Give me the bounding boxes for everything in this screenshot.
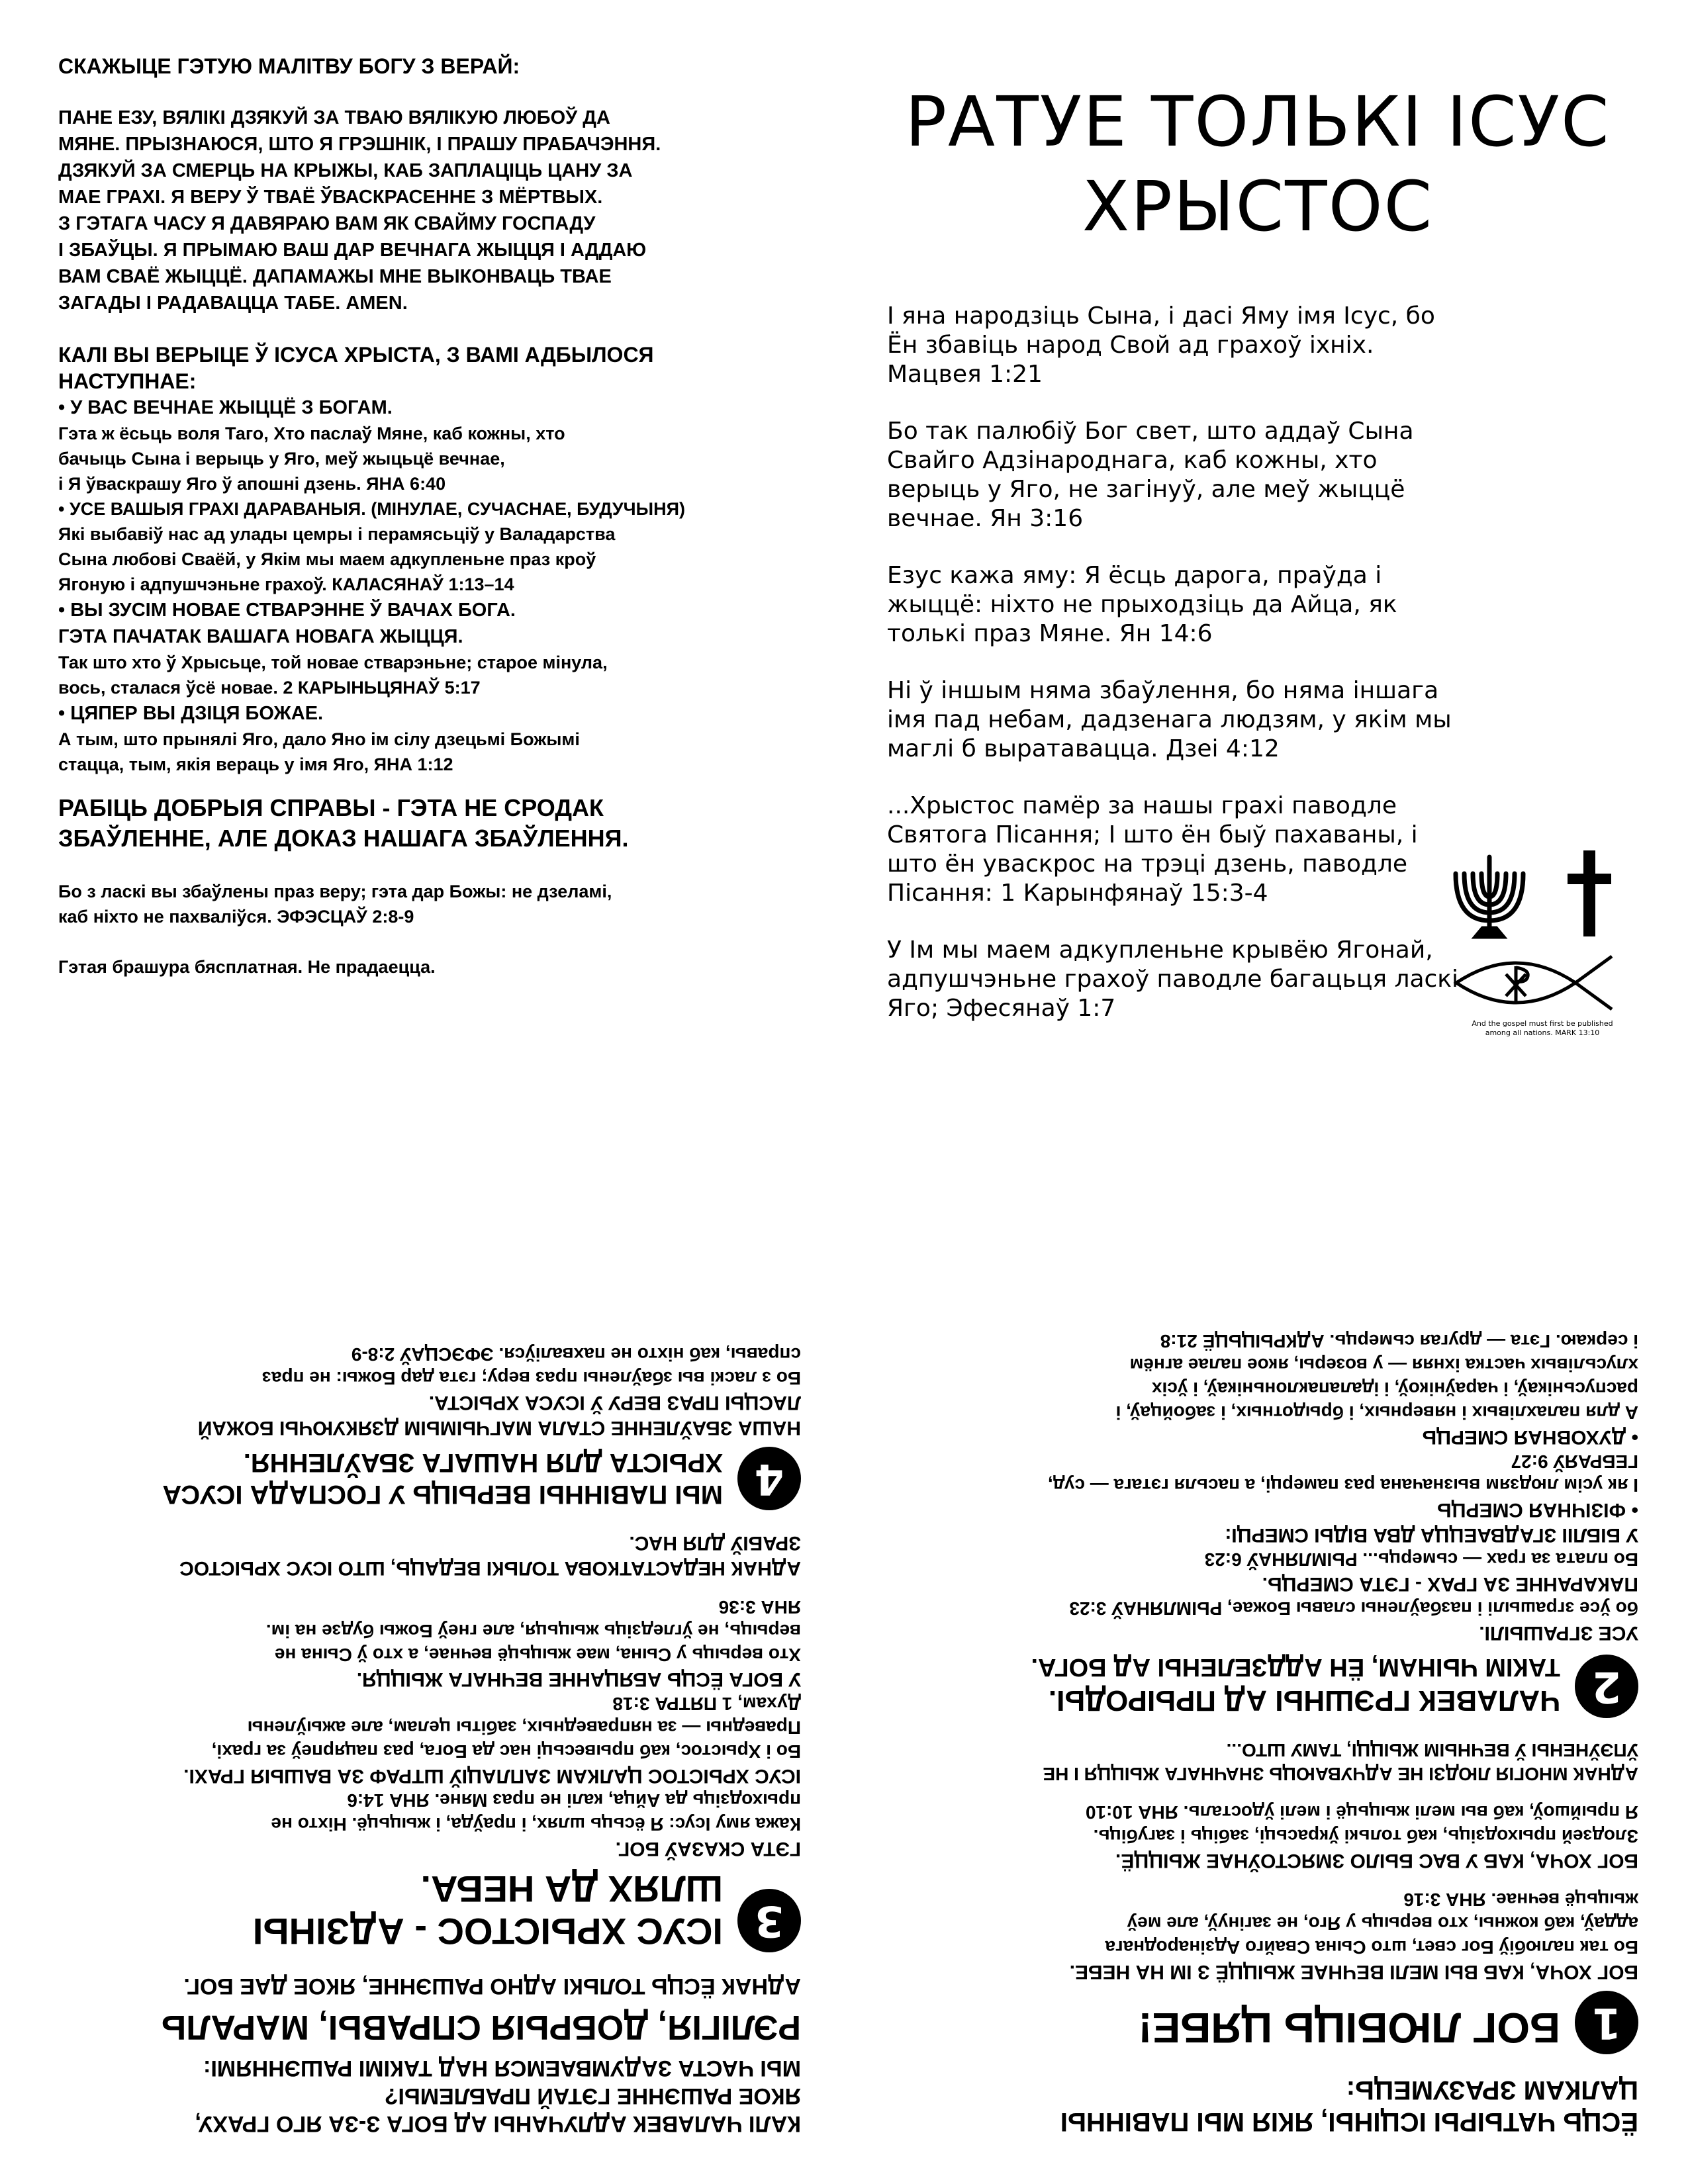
believe-line: стацца, тым, якія вераць у імя Яго, ЯНА 1:12 (58, 754, 453, 774)
prayer-line: МЯНЕ. ПРЫЗНАЮСЯ, ШТО Я ГРЭШНІК, І ПРАШУ ПРАБАЧЭННЯ. (58, 134, 661, 155)
section-line: АДНАК НЕДАСТАТКОВА ТОЛЬКІ ВЕДАЦЬ, ШТО ІСУС ХРЫСТОС (179, 1557, 801, 1579)
section-title: ХРЫСТА ДЛЯ НАШАГА ЗБАЎЛЕННЯ. (243, 1448, 723, 1477)
solution-panel (53, 1145, 801, 2138)
believe-line: • ВЫ ЗУСІМ НОВАЕ СТВАРЭННЕ Ў ВАЧАХ БОГА. (58, 600, 516, 621)
section-line: аддаў, каб кожны, хто верыць у Яго, не загінуў, але меў (1127, 1913, 1638, 1934)
believe-heading: КАЛІ ВЫ ВЕРЫЦЕ Ў ІСУСА ХРЫСТА, З ВАМІ АДБЫЛОСЯ (58, 343, 654, 367)
section-title: ЧАЛАВЕК ГРЭШНЫ АД ПРЫРОДЫ. (1048, 1684, 1560, 1717)
verse: І яна народзіць Сына, і дасі Яму імя Ісус, бо Ён збавіць народ Свой ад грахоў іхніх. Мацвея 1:21 (887, 302, 1435, 388)
section-number: 4 (737, 1447, 801, 1510)
believe-line: вось, сталася ўсё новае. 2 КАРЫНЬЦЯНАЎ 5:17 (58, 678, 481, 698)
section-line: НАША ЗБАЎЛЕННЕ СТАЛА МАГЧЫМЫМ ДЗЯКУЮЧЫ БОЖАЙ (197, 1417, 801, 1439)
believe-line: • УСЕ ВАШЫЯ ГРАХІ ДАРАВАНЫЯ. (МІНУЛАЕ, СУЧАСНАЕ, БУДУЧЫНЯ) (58, 499, 685, 519)
section-number: 1 (1575, 1991, 1638, 2054)
section-line: бо ўсе зграшылі і пазбаўлены славы Божае, РЫМЛЯНАЎ 3:23 (1069, 1598, 1638, 1619)
section-line: Бо плата за грах — сьмерць... РЫМЛЯНАЎ 6:23 (1204, 1549, 1638, 1570)
believe-line: Сына любові Сваёй, у Якім мы маем адкупленьне праз кроў (58, 549, 596, 569)
section-title: БОГ ЛЮБІЦЬ ЦЯБЕ! (1138, 2004, 1560, 2052)
verse: Езус кажа яму: Я ёсць дарога, праўда і жыццё: ніхто не прыходзіць да Айца, як толькі праз Мяне. Ян 14:6 (887, 562, 1397, 647)
section-line: ІСУС ХРЫСТОС ЦАЛКАМ ЗАПЛАЦІЎ ШТРАФ ЗА ВАШЫЯ ГРАХІ. (183, 1765, 801, 1787)
truths-panel (890, 1145, 1638, 2138)
mark-caption (1443, 1019, 1642, 1038)
works-heading: ЗБАЎЛЕННЕ, АЛЕ ДОКАЗ НАШАГА ЗБАЎЛЕННЯ. (58, 825, 629, 852)
section-number: 3 (737, 1889, 801, 1952)
cover-title: ХРЫСТОС (1082, 166, 1434, 247)
section-title: МЫ ПАВІННЫ ВЕРЫЦЬ У ГОСПАДА ІСУСА (162, 1480, 723, 1509)
section-line: распусьнікаў, і чараўнікоў, і ідалапаклоньнікаў, і ўсіх (1151, 1379, 1638, 1399)
grace-verse: каб ніхто не пахваліўся. ЭФЭСЦАЎ 2:8-9 (58, 907, 414, 927)
section-line: Бо так палюбіў Бог свет, што Сына Свайго Адзінароднага (1105, 1937, 1638, 1958)
section-line: жыцьцё вечнае. ЯНА 3:16 (1403, 1889, 1638, 1910)
section-line: і серкаю. Гэта — другая сьмерць. АДКРЫЦЬЦЁ 21:8 (1160, 1331, 1638, 1351)
section-line: ЗРАБІЎ ДЛЯ НАС. (629, 1532, 801, 1554)
symbols-block (1443, 844, 1642, 1062)
cross-icon (1568, 850, 1611, 936)
section-line: Праведны — за няправедных, забіты целам, але ажыўлены (247, 1717, 801, 1738)
section-line: ЛАСЦЫ ПРАЗ ВЕРУ Ў ІСУСА ХРЫСТА. (428, 1392, 801, 1414)
believe-heading: НАСТУПНАЕ: (58, 369, 197, 393)
intro-line: ЯКОЕ РАШЭННЕ ГЭТАЙ ПРАБЛЕМЫ? (384, 2083, 801, 2109)
verse: Бо так палюбіў Бог свет, што аддаў Сына Свайго Адзінароднага, каб кожны, хто верыць у Яго, не загінуў, але меў жыццё вечнае. Ян 3:16 (887, 418, 1414, 532)
section-line: БОГ ХОЧА, КАБ У ВАС БЫЛО ЗМЯСТОЎНАЕ ЖЫЦЦЁ. (1115, 1850, 1638, 1872)
grace-verse: Бо з ласкі вы збаўлены праз веру; гэта дар Божы: не дзеламі, (58, 882, 612, 901)
section-line: • ДУХОВНАЯ СМЕРЦЬ (1422, 1426, 1638, 1448)
section-line: Бо і Хрыстос, каб прывесьці нас да Бога, раз пацярпеў за грахі, (211, 1741, 801, 1762)
section-number: 2 (1575, 1655, 1638, 1718)
section-line: І як усім людзям вызначана раз памерці, а пасьля гэтага — суд, (1047, 1475, 1638, 1496)
section-line: ПАКАРАННЕ ЗА ГРАХ - ГЭТА СМЕРЦЬ. (1262, 1573, 1638, 1595)
religious-symbols (1443, 844, 1642, 1016)
prayer-line: ЗАГАДЫ І РАДАВАЦЦА ТАБЕ. AMEN. (58, 293, 408, 314)
intro-line: ЁСЦЬ ЧАТЫРЫ ІСЦІНЫ, ЯКІЯ МЫ ПАВІННЫ (1060, 2107, 1638, 2136)
section-line: верыць, не ўгледзіць жыцьця, але гнеў Божы будзе на ім. (265, 1621, 801, 1641)
section-line: Духам, 1 ПЯТРА 3:18 (612, 1694, 801, 1714)
section-line: У БОГА ЁСЦЬ АБЯЦАННЕ ВЕЧНАГА ЖЫЦЦЯ. (356, 1668, 801, 1690)
intro-line: ЦАЛКАМ ЗРАЗУМЕЦЬ: (1346, 2075, 1638, 2105)
believe-line: і Я ўваскрашу Яго ў апошні дзень. ЯНА 6:40 (58, 474, 446, 494)
section-title: ІСУС ХРЫСТОС - АДЗІНЫ (252, 1911, 723, 1952)
verse: Ні ў іншым няма збаўлення, бо няма іншага імя пад небам, дадзенага людзям, у якім мы маглі б выратавацца. Дзеі 4:12 (887, 677, 1452, 762)
believe-line: Які выбавіў нас ад улады цемры і перамясьціў у Валадарства (58, 524, 616, 544)
prayer-line: ДЗЯКУЙ ЗА СМЕРЦЬ НА КРЫЖЫ, КАБ ЗАПЛАЦІЦЬ ЦАНУ ЗА (58, 160, 633, 181)
section-line: ЯНА 3:36 (718, 1597, 801, 1617)
section-line: У БІБЛІІ ЗГАДВАЕЦЦА ДВА ВІДЫ СМЕРЦІ: (1225, 1524, 1638, 1546)
believe-line: бачыць Сына і верыць у Яго, меў жыцьцё вечнае, (58, 449, 505, 469)
prayer-text (58, 105, 786, 316)
menorah-icon (1456, 857, 1523, 936)
verse: ...Хрыстос памёр за нашы грахі паводле Святога Пісання; І што ён быў пахаваны, і што ён уваскрос на трэці дзень, паводле Пісання: 1 Карынфянаў 15:3-4 (887, 792, 1418, 907)
section-line: прыходзіць да Айца, калі не праз Мяне. ЯНА 14:6 (347, 1790, 801, 1811)
prayer-line: І ЗБАЎЦЫ. Я ПРЫМАЮ ВАШ ДАР ВЕЧНАГА ЖЫЦЦЯ І АДДАЮ (58, 240, 647, 261)
section-line: хлусьлівых частка іхняя — у возеры, якое палае агнём (1129, 1355, 1638, 1375)
section-3 (53, 1868, 801, 1952)
cover-title: РАТУЕ ТОЛЬКІ ІСУС (905, 81, 1611, 162)
intro-line: КАЛІ ЧАЛАВЕК АДЛУЧАНЫ АД БОГА З-ЗА ЯГО ГРАХУ, (195, 2111, 801, 2136)
believe-line: Ягоную і адпушчэньне грахоў. КАЛАСЯНАЎ 1:13–14 (58, 574, 514, 594)
verse-list (887, 302, 1470, 1023)
section-line: • ФІЗІЧНАЯ СМЕРЦЬ (1437, 1499, 1638, 1521)
prayer-line: ВАМ СВАЁ ЖЫЦЦЁ. ДАПАМАЖЫ МНЕ ВЫКОНВАЦЬ ТВАЕ (58, 266, 612, 287)
section-line: ГЭТА СКАЗАЎ БОГ. (615, 1838, 801, 1860)
section-line: ГЕБРАЯЎ 9:27 (1511, 1451, 1638, 1472)
ichthys-icon (1456, 956, 1612, 1009)
section-title: ШЛЯХ ДА НЕБА. (420, 1868, 723, 1910)
section-line: ЎПЭЎНЕНЫ Ў ВЕЧНЫМ ЖЫЦЦІ, ТАМУ ШТО... (1226, 1740, 1638, 1760)
prayer-heading: СКАЖЫЦЕ ГЭТУЮ МАЛІТВУ БОГУ З ВЕРАЙ: (58, 54, 520, 78)
section-line: Бо з ласкі вы збаўлены праз веру; гэта дар Божы: не праз (261, 1368, 801, 1388)
options-heading: РЭЛІГІЯ, ДОБРЫЯ СПРАВЫ, МАРАЛЬ (161, 2008, 801, 2046)
caption-line: And the gospel must first be published (1472, 1019, 1613, 1028)
prayer-panel (58, 53, 786, 979)
section-4 (53, 1447, 801, 1510)
options-sub: АДНАК ЁСЦЬ ТОЛЬКІ АДНО РАШЭННЕ, ЯКОЕ ДАЕ БОГ. (183, 1974, 801, 1999)
section-line: Хто верыць у Сына, мае жыцьцё вечнае, а хто ў Сына не (274, 1645, 801, 1665)
believe-line: Гэта ж ёсьць воля Таго, Хто паслаў Мяне, каб кожны, хто (58, 424, 565, 443)
prayer-line: МАЕ ГРАХІ. Я ВЕРУ Ў ТВАЁ ЎВАСКРАСЕННЕ З МЁРТВЫХ. (58, 187, 603, 208)
prayer-line: З ГЭТАГА ЧАСУ Я ДАВЯРАЮ ВАМ ЯК СВАЙМУ ГОСПАДУ (58, 213, 596, 234)
section-line: АДНАК МНОГІЯ ЛЮДЗІ НЕ АДЧУВАЮЦЬ ЗНАЧНАГА ЖЫЦЦЯ І НЕ (1043, 1764, 1638, 1784)
verse: У Ім мы маем адкупленьне крывёю Ягонай, адпушчэньне грахоў паводле багацьця ласкі Яго; Эфесянаў 1:7 (887, 936, 1459, 1022)
section-line: УСЕ ЗГРАШЫЛІ. (1479, 1622, 1638, 1644)
prayer-line: ПАНЕ ЕЗУ, ВЯЛІКІ ДЗЯКУЙ ЗА ТВАЮ ВЯЛІКУЮ ЛЮБОЎ ДА (58, 107, 610, 128)
section-line: Я прыйшоў, каб вы мелі жыцьцё і мелі ўдосталь. ЯНА 10:10 (1085, 1802, 1638, 1823)
caption-line: among all nations. MARK 13:10 (1485, 1028, 1600, 1037)
intro-line: МЫ ЧАСТА ЗАДУМВАЕМСЯ НАД ТАКІМІ РАШЭННЯМІ: (203, 2056, 801, 2081)
believe-list (58, 394, 786, 777)
free-note: Гэтая брашура бясплатная. Не прадаецца. (58, 957, 436, 977)
believe-line: • ЦЯПЕР ВЫ ДЗІЦЯ БОЖАЕ. (58, 703, 324, 724)
section-line: Злодзей прыходзіць, каб толькі ўкрасьці, забіць і загубіць. (1093, 1826, 1638, 1846)
believe-line: Так што хто ў Хрысьце, той новае стварэньне; старое мінула, (58, 653, 608, 672)
section-line: Кажа яму Ісус: Я ёсьць шлях, і праўда, і жыцьцё. Ніхто не (271, 1814, 801, 1835)
section-title: ТАКІМ ЧЫНАМ, ЁН АДДЗЕЛЕНЫ АД БОГА. (1031, 1653, 1560, 1681)
works-heading: РАБІЦЬ ДОБРЫЯ СПРАВЫ - ГЭТА НЕ СРОДАК (58, 794, 604, 821)
section-line: справы, каб ніхто не пахваліўся. ЭФЭСЦАЎ 2:8-9 (351, 1344, 801, 1365)
section-1 (890, 1991, 1638, 2054)
believe-line: А тым, што прынялі Яго, дало Яно ім сілу дзецьмі Божымі (58, 729, 580, 749)
section-line: А для палахлівых і няверных, і брыдотных, і забойцаў, і (1115, 1402, 1638, 1423)
believe-line: • У ВАС ВЕЧНАЕ ЖЫЦЦЁ З БОГАМ. (58, 397, 393, 418)
section-2 (890, 1652, 1638, 1718)
believe-line: ГЭТА ПАЧАТАК ВАШАГА НОВАГА ЖЫЦЦЯ. (58, 626, 463, 647)
section-line: БОГ ХОЧА, КАБ ВЫ МЕЛІ ВЕЧНАЕ ЖЫЦЦЁ З ІМ НА НЕБЕ. (1069, 1961, 1638, 1983)
